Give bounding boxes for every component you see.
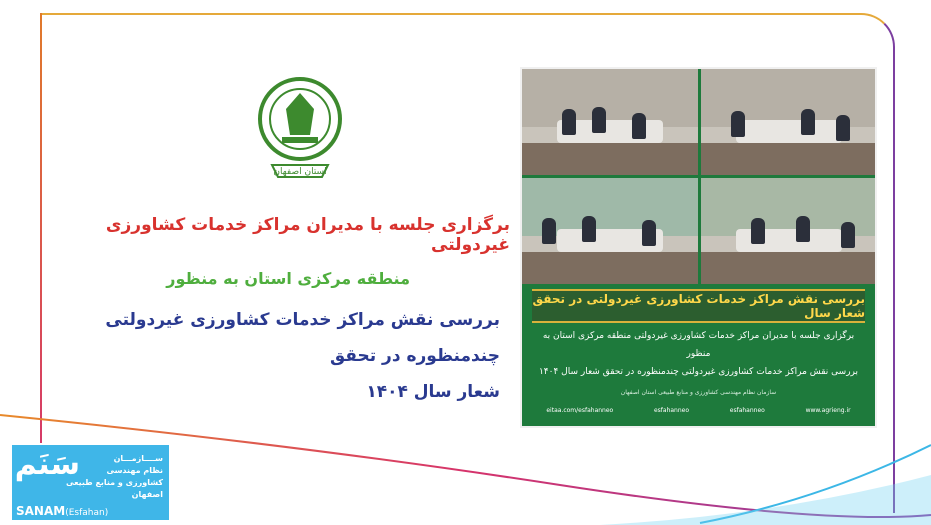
meeting-photo-3 (522, 178, 698, 284)
collage-banner: بررسی نقش مراکز خدمات کشاورزی غیردولتی در تحقق شعار سال (532, 289, 865, 323)
collage-org: سازمان نظام مهندسی کشاورزی و منابع طبیعی استان اصفهان (620, 389, 777, 396)
headline-block (30, 215, 510, 410)
headline-line-1: برگزاری جلسه با مدیران مراکز خدمات کشاورزی غیردولتی (105, 215, 510, 255)
brand-org (53, 453, 163, 501)
brand-logo: سَنَم (14, 447, 80, 482)
brand-box (12, 445, 169, 520)
svg-text:استان اصفهان: استان اصفهان (273, 167, 327, 177)
collage-link: esfahanneo (729, 406, 765, 414)
collage-link: esfahanneo (653, 406, 690, 414)
brand-english-name: SANAM (16, 504, 66, 518)
collage-caption (534, 327, 863, 381)
brand-org-line-1: ســــازمـــان (113, 454, 163, 463)
collage-links (526, 399, 871, 421)
headline-line-2: منطقه مرکزی استان به منظور (166, 269, 410, 288)
brand-org-line-3: کشاورزی و منابع طبیعی اصفهان (65, 478, 163, 499)
meeting-photo-1 (522, 69, 698, 175)
brand-english-suffix: (Esfahan) (65, 508, 109, 518)
meeting-photo-2 (701, 69, 877, 175)
collage-caption-line-2: بررسی نقش مراکز خدمات کشاورزی غیردولتی چندمنظوره در تحقق شعار سال ۱۴۰۴ (538, 367, 859, 377)
collage-link: www.agrieng.ir (805, 406, 851, 414)
headline-line-4: شعار سال ۱۴۰۴ (366, 382, 500, 402)
headline-line-3: بررسی نقش مراکز خدمات کشاورزی غیردولتی چندمنظوره در تحقق (105, 310, 500, 366)
news-collage (520, 67, 877, 428)
brand-org-line-2: نظام مهندسی (106, 466, 163, 475)
collage-link: eitaa.com/esfahanneo (546, 406, 614, 414)
brand-english (16, 504, 108, 518)
collage-caption-line-1: برگزاری جلسه با مدیران مراکز خدمات کشاورزی غیردولتی منطقه مرکزی استان به منظور (542, 331, 855, 359)
meeting-photo-4 (701, 178, 877, 284)
emblem-logo (252, 75, 348, 187)
